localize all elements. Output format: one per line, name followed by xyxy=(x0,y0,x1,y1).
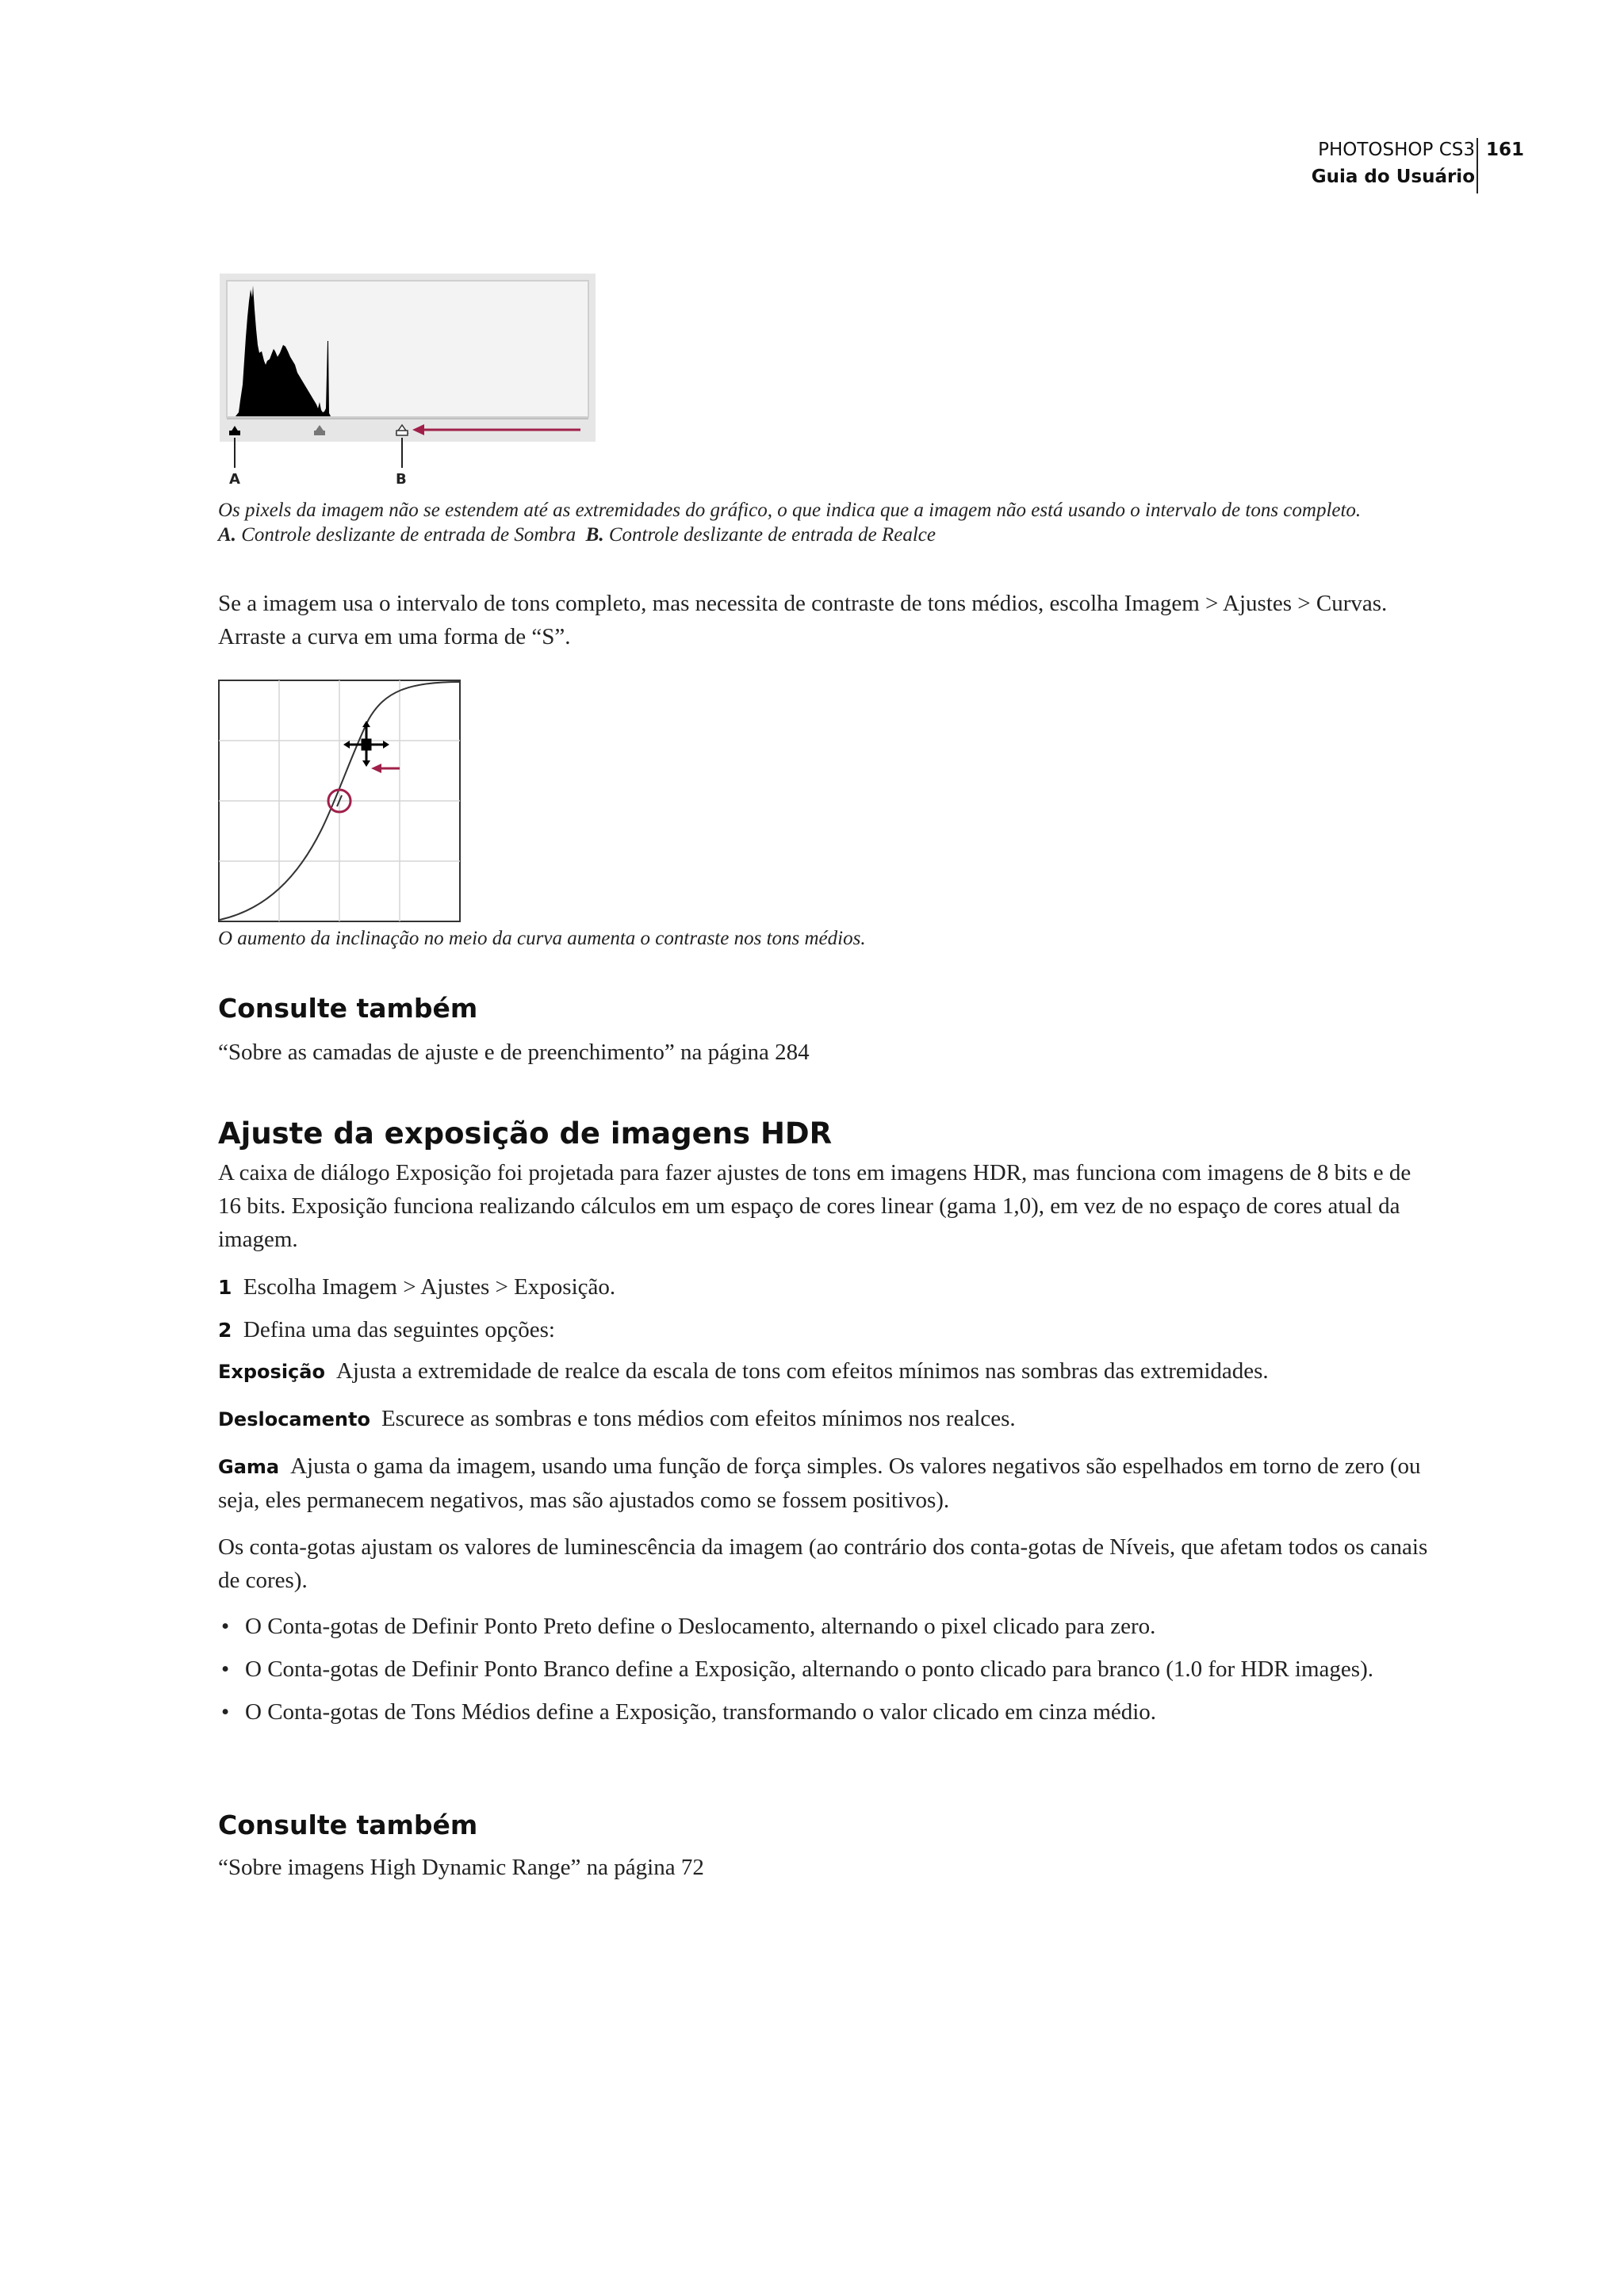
page-number: 161 xyxy=(1486,140,1525,160)
step-number: 1 xyxy=(218,1276,232,1299)
caption-line2 xyxy=(218,523,1423,547)
option-offset xyxy=(218,1402,1431,1436)
figure2-caption: O aumento da inclinação no meio da curva aumenta o contraste nos tons médios. xyxy=(218,928,866,949)
eyedropper-intro: Os conta-gotas ajustam os valores de luminescência da imagem (ao contrário dos conta-gotas de Níveis, que afetam todos os canais de cores). xyxy=(218,1534,1428,1593)
label-b: B xyxy=(396,471,407,488)
caption-line1: Os pixels da imagem não se estendem até as extremidades do gráfico, o que indica que a imagem não está usando o intervalo de tons completo. xyxy=(218,500,1362,521)
see-also-heading-1: Consulte também xyxy=(218,993,478,1024)
option-text: Ajusta a extremidade de realce da escala de tons com efeitos mínimos nas sombras das extremidades. xyxy=(335,1358,1269,1384)
histogram-figure xyxy=(220,274,596,442)
option-text: Escurece as sombras e tons médios com efeitos mínimos nos realces. xyxy=(381,1406,1016,1431)
list-item: • O Conta-gotas de Definir Ponto Branco define a Exposição, alternando o ponto clicado para branco (1.0 for HDR images). xyxy=(218,1653,1431,1686)
see-also-heading-2: Consulte também xyxy=(218,1810,478,1840)
section-heading: Ajuste da exposição de imagens HDR xyxy=(218,1116,833,1151)
option-term: Exposição xyxy=(218,1361,325,1383)
label-a: A xyxy=(229,471,240,488)
eyedropper-list xyxy=(218,1610,1431,1738)
label-b-leader xyxy=(401,438,403,468)
option-text: Ajusta o gama da imagem, usando uma função de força simples. Os valores negativos são espelhados em torno de zero (ou seja, eles permanecem negativos, mas são ajustados como se fossem positivos). xyxy=(218,1453,1421,1513)
header-product: PHOTOSHOP CS3 xyxy=(1318,140,1475,160)
option-term: Deslocamento xyxy=(218,1408,370,1430)
header-guide-title: Guia do Usuário xyxy=(1311,167,1475,187)
list-item: • O Conta-gotas de Definir Ponto Preto define o Deslocamento, alternando o pixel clicado para zero. xyxy=(218,1610,1431,1643)
step-text: Defina uma das seguintes opções: xyxy=(243,1317,555,1342)
curves-paragraph: Se a imagem usa o intervalo de tons completo, mas necessita de contraste de tons médios, escolha Imagem > Ajustes > Curvas. Arraste a curva em uma forma de “S”. xyxy=(218,591,1388,649)
option-gamma xyxy=(218,1450,1431,1517)
curves-figure xyxy=(218,680,461,922)
step-text: Escolha Imagem > Ajustes > Exposição. xyxy=(243,1274,616,1300)
caption-a-text: Controle deslizante de entrada de Sombra xyxy=(241,524,576,546)
label-a-leader xyxy=(234,438,236,468)
step-2 xyxy=(218,1313,1431,1347)
see-also-link-2[interactable]: “Sobre imagens High Dynamic Range” na página 72 xyxy=(218,1855,704,1880)
step-number: 2 xyxy=(218,1319,232,1342)
caption-b-text: Controle deslizante de entrada de Realce xyxy=(608,524,936,546)
option-term: Gama xyxy=(218,1456,280,1478)
list-item: • O Conta-gotas de Tons Médios define a Exposição, transformando o valor clicado em cinza médio. xyxy=(218,1695,1431,1729)
figure1-caption xyxy=(218,498,1423,547)
see-also-link-1[interactable]: “Sobre as camadas de ajuste e de preenchimento” na página 284 xyxy=(218,1040,810,1065)
caption-a-key: A. xyxy=(218,524,236,546)
option-exposure xyxy=(218,1354,1431,1388)
header-divider xyxy=(1477,138,1478,193)
step-1 xyxy=(218,1270,1431,1304)
section-intro: A caixa de diálogo Exposição foi projetada para fazer ajustes de tons em imagens HDR, mas funciona com imagens de 8 bits e de 16 bits. Exposição funciona realizando cálculos em um espaço de cores linear (gama 1,0), em vez de no espaço de cores atual da imagem. xyxy=(218,1160,1411,1252)
caption-b-key: B. xyxy=(585,524,604,546)
